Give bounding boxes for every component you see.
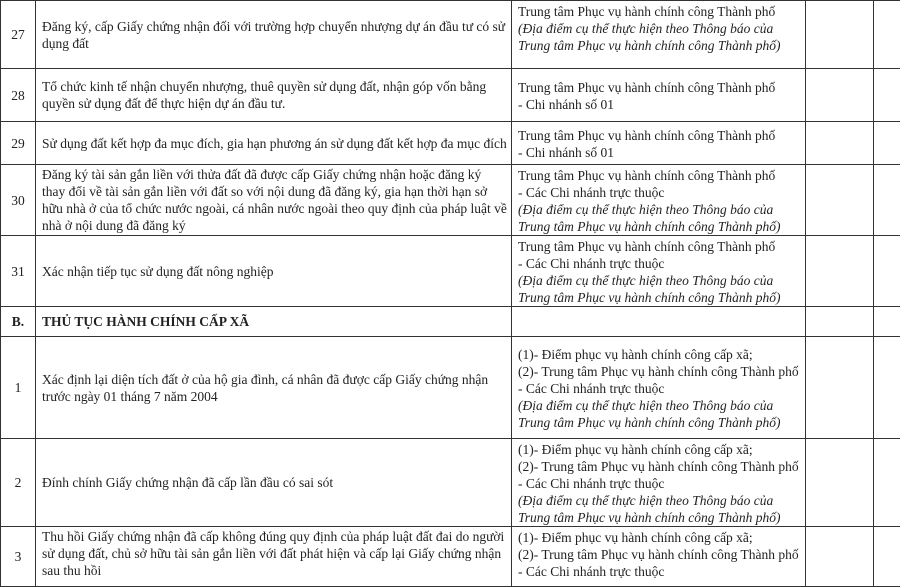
location-line: Trung tâm Phục vụ hành chính công Thành phố	[518, 79, 801, 96]
location-line: - Chi nhánh số 01	[518, 96, 801, 113]
table-row	[1, 122, 900, 165]
location-cell	[512, 1, 806, 69]
location-cell	[512, 122, 806, 165]
location-note: (Địa điểm cụ thể thực hiện theo Thông báo của Trung tâm Phục vụ hành chính công Thành phố)	[518, 397, 801, 431]
empty-cell	[806, 122, 874, 165]
empty-cell	[806, 236, 874, 307]
table-row	[1, 527, 900, 587]
table-row	[1, 1, 900, 69]
row-number: 27	[1, 1, 36, 69]
location-cell	[512, 337, 806, 439]
empty-cell	[874, 1, 900, 69]
location-line: (1)- Điểm phục vụ hành chính công cấp xã;	[518, 441, 801, 458]
row-number: 31	[1, 236, 36, 307]
row-number: 1	[1, 337, 36, 439]
empty-cell	[806, 527, 874, 587]
empty-cell	[806, 1, 874, 69]
empty-cell	[806, 69, 874, 122]
location-line: - Các Chi nhánh trực thuộc	[518, 184, 801, 201]
empty-cell	[874, 439, 900, 527]
section-header-row	[1, 307, 900, 337]
procedure-name: Đính chính Giấy chứng nhận đã cấp lần đầu có sai sót	[36, 439, 512, 527]
empty-cell	[806, 165, 874, 236]
location-line: Trung tâm Phục vụ hành chính công Thành phố	[518, 127, 801, 144]
procedure-name: Xác định lại diện tích đất ở của hộ gia đình, cá nhân đã được cấp Giấy chứng nhận trước ngày 01 tháng 7 năm 2004	[36, 337, 512, 439]
location-line: (2)- Trung tâm Phục vụ hành chính công Thành phố - Các Chi nhánh trực thuộc	[518, 546, 801, 580]
location-note: (Địa điểm cụ thể thực hiện theo Thông báo của Trung tâm Phục vụ hành chính công Thành phố)	[518, 201, 801, 235]
empty-cell	[512, 307, 806, 337]
location-line: Trung tâm Phục vụ hành chính công Thành phố	[518, 167, 801, 184]
empty-cell	[874, 527, 900, 587]
procedure-name: Đăng ký tài sản gắn liền với thửa đất đã được cấp Giấy chứng nhận hoặc đăng ký thay đổi về tài sản gắn liền với đất so với nội dung đã đăng ký, gia hạn thời hạn sở hữu nhà ở của tổ chức nước ngoài, cá nhân nước ngoài theo quy định của pháp luật về nhà ở nội dung đã đăng ký	[36, 165, 512, 236]
location-cell	[512, 165, 806, 236]
procedure-name: Xác nhận tiếp tục sử dụng đất nông nghiệp	[36, 236, 512, 307]
empty-cell	[874, 337, 900, 439]
procedure-name: Sử dụng đất kết hợp đa mục đích, gia hạn phương án sử dụng đất kết hợp đa mục đích	[36, 122, 512, 165]
location-cell	[512, 439, 806, 527]
procedure-name: Thu hồi Giấy chứng nhận đã cấp không đúng quy định của pháp luật đất đai do người sử dụng đất, chủ sở hữu tài sản gắn liền với đất phát hiện và cấp lại Giấy chứng nhận sau thu hồi	[36, 527, 512, 587]
empty-cell	[874, 307, 900, 337]
table-row	[1, 69, 900, 122]
table-row	[1, 439, 900, 527]
row-number: 30	[1, 165, 36, 236]
empty-cell	[874, 122, 900, 165]
row-number: 3	[1, 527, 36, 587]
table-row	[1, 337, 900, 439]
location-note: (Địa điểm cụ thể thực hiện theo Thông báo của Trung tâm Phục vụ hành chính công Thành phố)	[518, 492, 801, 526]
location-line: Trung tâm Phục vụ hành chính công Thành phố	[518, 3, 801, 20]
location-line: - Các Chi nhánh trực thuộc	[518, 255, 801, 272]
row-number: 29	[1, 122, 36, 165]
location-line: (1)- Điểm phục vụ hành chính công cấp xã;	[518, 346, 801, 363]
location-cell	[512, 69, 806, 122]
location-cell	[512, 236, 806, 307]
location-cell	[512, 527, 806, 587]
empty-cell	[874, 236, 900, 307]
location-line: - Chi nhánh số 01	[518, 144, 801, 161]
section-title: THỦ TỤC HÀNH CHÍNH CẤP XÃ	[36, 307, 512, 337]
location-line: (2)- Trung tâm Phục vụ hành chính công Thành phố - Các Chi nhánh trực thuộc	[518, 363, 801, 397]
empty-cell	[874, 69, 900, 122]
row-number: 2	[1, 439, 36, 527]
location-note: (Địa điểm cụ thể thực hiện theo Thông báo của Trung tâm Phục vụ hành chính công Thành phố)	[518, 20, 801, 54]
location-line: (2)- Trung tâm Phục vụ hành chính công Thành phố - Các Chi nhánh trực thuộc	[518, 458, 801, 492]
location-line: (1)- Điểm phục vụ hành chính công cấp xã;	[518, 529, 801, 546]
procedure-name: Đăng ký, cấp Giấy chứng nhận đối với trường hợp chuyển nhượng dự án đầu tư có sử dụng đất	[36, 1, 512, 69]
empty-cell	[806, 337, 874, 439]
empty-cell	[806, 307, 874, 337]
empty-cell	[806, 439, 874, 527]
procedure-name: Tổ chức kinh tế nhận chuyển nhượng, thuê quyền sử dụng đất, nhận góp vốn bằng quyền sử dụng đất để thực hiện dự án đầu tư.	[36, 69, 512, 122]
section-number: B.	[1, 307, 36, 337]
table-row	[1, 236, 900, 307]
location-line: Trung tâm Phục vụ hành chính công Thành phố	[518, 238, 801, 255]
table-row	[1, 165, 900, 236]
location-note: (Địa điểm cụ thể thực hiện theo Thông báo của Trung tâm Phục vụ hành chính công Thành phố)	[518, 272, 801, 306]
row-number: 28	[1, 69, 36, 122]
empty-cell	[874, 165, 900, 236]
